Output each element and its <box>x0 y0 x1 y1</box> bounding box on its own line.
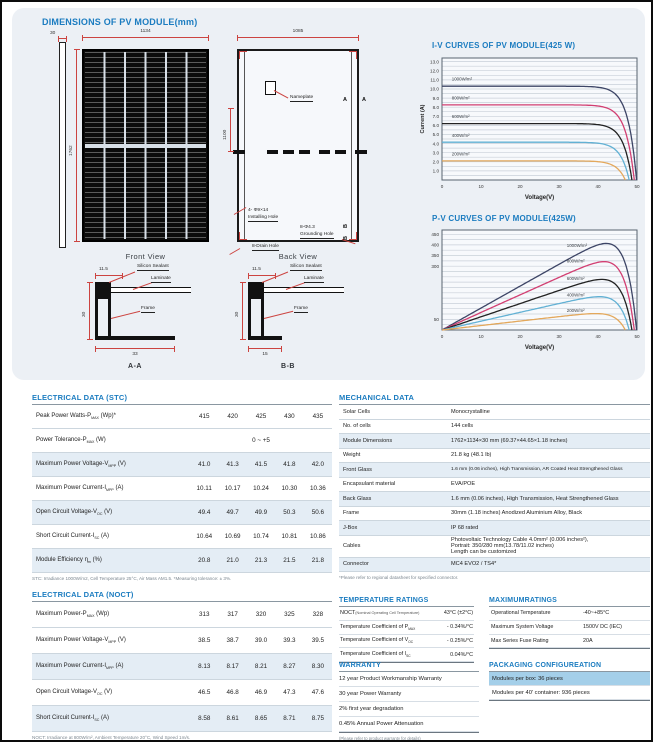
temperature-section-title: TEMPERATURE RATINGS <box>339 597 474 607</box>
drain-hole-label: 8-Drain Hole <box>252 244 279 249</box>
pv-curves-chart <box>416 226 642 363</box>
svg-text:7.0: 7.0 <box>432 114 439 119</box>
table-row: Temperature Coefficient of $V_{OC}$ - 0.25%/°C <box>339 635 474 649</box>
dim-line <box>230 108 231 152</box>
front-height-dim: 1762 <box>69 145 74 156</box>
aa-bottom-dim: 33 <box>132 352 138 357</box>
svg-text:10.0: 10.0 <box>430 86 439 92</box>
corner-mark <box>349 51 357 59</box>
table-row: Connector MC4 EVO2 / TS4* <box>339 558 650 573</box>
table-row: Maximum Power-$P_{MAX}$ (Wp) 313 317 320 325 328 <box>32 602 332 628</box>
svg-text:40: 40 <box>595 184 601 189</box>
stc-section-title: ELECTRICAL DATA (STC) <box>32 393 332 405</box>
table-row: Open Circuit Voltage-$V_{OC}$ (V) 46.5 46.8 46.9 47.3 47.6 <box>32 680 332 706</box>
section-marker-b: B <box>343 236 349 240</box>
temperature-table <box>339 607 474 663</box>
back-view-module <box>237 49 359 242</box>
svg-text:400: 400 <box>431 242 439 248</box>
maximum-section-title: MAXIMUMRATINGS <box>489 597 650 607</box>
warranty-section <box>339 662 479 741</box>
frame-label: Frame <box>294 306 308 311</box>
frame-inner-line <box>244 51 245 240</box>
frame-channel <box>248 299 264 336</box>
dim-line <box>82 37 209 38</box>
table-row: Short Circuit Current-$I_{SC}$ (A) 10.64 10.69 10.74 10.81 10.86 <box>32 525 332 549</box>
svg-text:12.0: 12.0 <box>430 68 439 74</box>
mounting-dash <box>233 150 245 154</box>
back-left-dim: 1100 <box>223 129 228 140</box>
pv-chart-title: P-V CURVES OF PV MODULE(425W) <box>432 214 576 223</box>
dim-line <box>95 348 175 349</box>
front-width-dim: 1134 <box>140 29 151 34</box>
table-row: Temperature Coefficient of $P_{MAX}$ - 0.34%/°C <box>339 621 474 635</box>
svg-text:800W/m²: 800W/m² <box>451 95 470 101</box>
temperature-ratings-section <box>339 597 474 663</box>
packaging-section <box>489 662 650 701</box>
warranty-footnote: (Please refer to product warranty for details) <box>339 736 421 741</box>
dim-line <box>242 282 243 340</box>
packaging-section-title: PACKAGING CONFIGUREATION <box>489 662 650 672</box>
svg-text:0: 0 <box>440 334 444 339</box>
stc-table <box>32 405 332 573</box>
stc-footnote: STC: Irradiance 1000W/m2, Cell Temperature 25°C, Air Mass AM1.5. *Measuring tolerance: ± 3%. <box>32 576 232 581</box>
noct-footnote: NOCT: Irradiance at 800W/m², Ambient Temperature 20°C, Wind Speed 1m/s. <box>32 735 191 740</box>
dim-line <box>248 275 276 276</box>
svg-text:2.0: 2.0 <box>432 159 439 165</box>
back-width-dim: 1085 <box>292 29 304 34</box>
table-row: Operational Temperature -40~+85°C <box>489 607 650 621</box>
electrical-data-noct-section <box>32 590 332 740</box>
bb-bottom-dim: 15 <box>262 352 268 357</box>
aa-side-dim: 30 <box>82 311 87 317</box>
svg-text:1.0: 1.0 <box>432 168 439 174</box>
corner-mark <box>239 232 247 240</box>
front-view-module <box>82 49 209 242</box>
table-row: Weight 21.8 kg (48.1 lb) <box>339 449 650 464</box>
svg-text:0: 0 <box>440 184 444 189</box>
section-marker-a: A <box>343 97 347 103</box>
svg-text:30: 30 <box>556 184 562 189</box>
warranty-section-title: WARRANTY <box>339 662 479 672</box>
dim-line <box>237 37 359 38</box>
section-marker-b: B <box>343 224 349 228</box>
table-row: 30 year Power Warranty <box>339 687 479 702</box>
frame-label: Frame <box>141 306 155 311</box>
svg-text:1000W/m²: 1000W/m² <box>451 76 473 82</box>
svg-text:600W/m²: 600W/m² <box>566 275 585 281</box>
maximum-ratings-section <box>489 597 650 649</box>
maximum-table <box>489 607 650 649</box>
frame-foot <box>95 336 175 340</box>
panel-title: DIMENSIONS OF PV MODULE(mm) <box>42 17 198 27</box>
module-side-profile <box>59 42 66 248</box>
frame-cap <box>95 282 111 299</box>
mechanical-table <box>339 405 650 572</box>
svg-text:9.0: 9.0 <box>432 95 439 101</box>
table-row: Modules per 40' container: 936 pieces <box>489 686 650 700</box>
corner-mark <box>239 51 247 59</box>
laminate-label: Laminate <box>304 276 324 281</box>
mounting-dash <box>319 150 330 154</box>
packaging-list <box>489 672 650 701</box>
frame-channel <box>95 299 111 336</box>
installing-hole-label: 4- Φ9×14 <box>248 208 269 213</box>
svg-text:10: 10 <box>478 334 484 339</box>
svg-text:10: 10 <box>478 184 484 189</box>
table-row: Back Glass 1.6 mm (0.06 inches), High Transmission, Heat Strengthened Glass <box>339 492 650 507</box>
svg-text:30: 30 <box>556 334 562 339</box>
grounding-hole-label: 8-Φ4.3 <box>300 225 315 230</box>
bb-side-dim: 30 <box>235 311 240 317</box>
mechanical-footnote: *Please refer to regional datasheet for specified connector. <box>339 575 459 580</box>
corner-mark <box>349 232 357 240</box>
table-row: Power Tolerance-$P_{MAX}$ (W) 0 ~ +5 <box>32 429 332 453</box>
svg-text:20: 20 <box>517 184 523 189</box>
warranty-list <box>339 672 479 733</box>
svg-text:400W/m²: 400W/m² <box>566 292 585 298</box>
svg-text:11.0: 11.0 <box>430 77 439 83</box>
table-row: Open Circuit Voltage-$V_{OC}$ (V) 49.4 49.7 49.9 50.3 50.6 <box>32 501 332 525</box>
laminate-strip <box>111 287 191 293</box>
svg-text:300: 300 <box>431 263 439 269</box>
svg-text:4.0: 4.0 <box>432 141 439 147</box>
nameplate-rect <box>265 81 276 95</box>
table-row: Temperature Coefficient of $I_{SC}$ 0.04%/°C <box>339 648 474 662</box>
dim-line <box>89 282 90 340</box>
laminate-label: Laminate <box>151 276 171 281</box>
leader-line <box>264 311 293 319</box>
table-row: Short Circuit Current-$I_{SC}$ (A) 8.58 8.61 8.65 8.71 8.75 <box>32 706 332 732</box>
electrical-data-stc-section <box>32 393 332 581</box>
table-row: Max Series Fuse Rating 20A <box>489 635 650 649</box>
svg-text:Voltage(V): Voltage(V) <box>524 195 555 201</box>
nameplate-label: Nameplate <box>290 95 314 100</box>
table-row: Maximum Power Voltage-$V_{MPP}$ (V) 38.5 38.7 39.0 39.3 39.5 <box>32 628 332 654</box>
aa-caption: A-A <box>128 363 142 370</box>
table-row: Maximum Power Voltage-$V_{MPP}$ (V) 41.0 41.3 41.5 41.8 42.0 <box>32 453 332 477</box>
table-row: Maximum System Voltage 1500V DC (IEC) <box>489 621 650 635</box>
table-row: Modules per box: 36 pieces <box>489 672 650 686</box>
table-row: Maximum Power Current-$I_{MPP}$ (A) 8.13 8.17 8.21 8.27 8.30 <box>32 654 332 680</box>
table-row: Solar Cells Monocrystalline <box>339 405 650 420</box>
aa-top-dim: 11.5 <box>99 267 108 272</box>
installing-hole-label: Installing Hole <box>248 215 279 220</box>
table-row: J-Box IP 68 rated <box>339 521 650 536</box>
table-row: 12 year Product Workmanship Warranty <box>339 672 479 687</box>
svg-text:Current (A): Current (A) <box>420 104 426 134</box>
iv-chart-title: I-V CURVES OF PV MODULE(425 W) <box>432 41 576 50</box>
dimensions-panel <box>12 8 645 380</box>
leader-line <box>111 311 140 319</box>
table-row: Maximum Power Current-$I_{MPP}$ (A) 10.11 10.17 10.24 10.30 10.36 <box>32 477 332 501</box>
svg-text:50: 50 <box>634 184 640 189</box>
dim-line <box>248 348 282 349</box>
svg-text:3.0: 3.0 <box>432 150 439 156</box>
table-row: Front Glass 1.6 mm (0.06 inches), High Transmission, AR Coated Heat Strengthened Glass <box>339 463 650 478</box>
section-aa-drawing <box>82 264 217 378</box>
table-row: No. of cells 144 cells <box>339 420 650 435</box>
svg-text:40: 40 <box>595 334 601 339</box>
mechanical-section-title: MECHANICAL DATA <box>339 393 650 405</box>
table-row: Frame 30mm (1.18 inches) Anodized Aluminium Alloy, Black <box>339 507 650 522</box>
back-view-caption: Back View <box>278 252 318 261</box>
frame-cap <box>248 282 264 299</box>
svg-text:50: 50 <box>634 334 640 339</box>
noct-section-title: ELECTRICAL DATA (NOCT) <box>32 590 332 602</box>
front-view-caption: Front View <box>125 252 166 261</box>
svg-text:20: 20 <box>517 334 523 339</box>
table-row: Peak Power Watts-$P_{MAX}$ (Wp)* 415 420 425 430 435 <box>32 405 332 429</box>
section-marker-a: A <box>362 97 366 103</box>
module-center-gap <box>85 144 206 148</box>
svg-text:400W/m²: 400W/m² <box>451 132 470 138</box>
mounting-dash <box>335 150 346 154</box>
svg-text:200W/m²: 200W/m² <box>566 308 585 314</box>
table-row: Module Dimensions 1762×1134×30 mm (69.37×44.65×1.18 inches) <box>339 434 650 449</box>
iv-curves-chart <box>416 54 642 217</box>
svg-text:350: 350 <box>431 253 439 259</box>
table-row: 2% first year degradation <box>339 702 479 717</box>
mounting-dash <box>299 150 310 154</box>
grounding-hole-label: Grounding Hole <box>300 232 334 237</box>
dim-line <box>95 275 123 276</box>
svg-text:5.0: 5.0 <box>432 132 439 138</box>
svg-text:8.0: 8.0 <box>432 104 439 110</box>
frame-foot <box>248 336 282 340</box>
table-row: Cables Photovoltaic Technology Cable 4.0mm² (0.006 inches²), Portrait: 350/280 mm(13.78/11.02 inches) Length can be customized <box>339 536 650 558</box>
mechanical-data-section <box>339 393 650 580</box>
svg-text:50: 50 <box>433 317 439 323</box>
svg-text:450: 450 <box>431 232 439 237</box>
dim-line <box>58 38 67 39</box>
frame-inner-line <box>351 51 352 240</box>
mounting-dash <box>267 150 278 154</box>
laminate-strip <box>264 287 344 293</box>
table-row: 0.45% Annual Power Attenuation <box>339 717 479 732</box>
bb-caption: B-B <box>281 363 295 370</box>
sealant-label: Silicon Sealant <box>290 264 322 269</box>
section-bb-drawing <box>235 264 370 378</box>
noct-table <box>32 602 332 732</box>
mounting-dash <box>355 150 367 154</box>
table-row: NOCT(Nominal Operating Cell Temperature) 43°C (±2°C) <box>339 607 474 621</box>
svg-text:6.0: 6.0 <box>432 123 439 129</box>
mounting-dash <box>283 150 294 154</box>
front-thickness-dim: 30 <box>50 31 56 36</box>
svg-text:600W/m²: 600W/m² <box>451 114 470 120</box>
bb-top-dim: 11.5 <box>252 267 261 272</box>
svg-text:1000W/m²: 1000W/m² <box>566 243 588 248</box>
svg-text:Voltage(V): Voltage(V) <box>524 345 555 351</box>
table-row: Module Efficiency $\eta_m$ (%) 20.8 21.0 21.3 21.5 21.8 <box>32 549 332 573</box>
svg-text:200W/m²: 200W/m² <box>451 151 470 157</box>
svg-text:800W/m²: 800W/m² <box>566 258 585 264</box>
sealant-label: Silicon Sealant <box>137 264 169 269</box>
dim-line <box>76 49 77 242</box>
table-row: Encapsulant material EVA/POE <box>339 478 650 493</box>
svg-text:13.0: 13.0 <box>430 59 439 65</box>
